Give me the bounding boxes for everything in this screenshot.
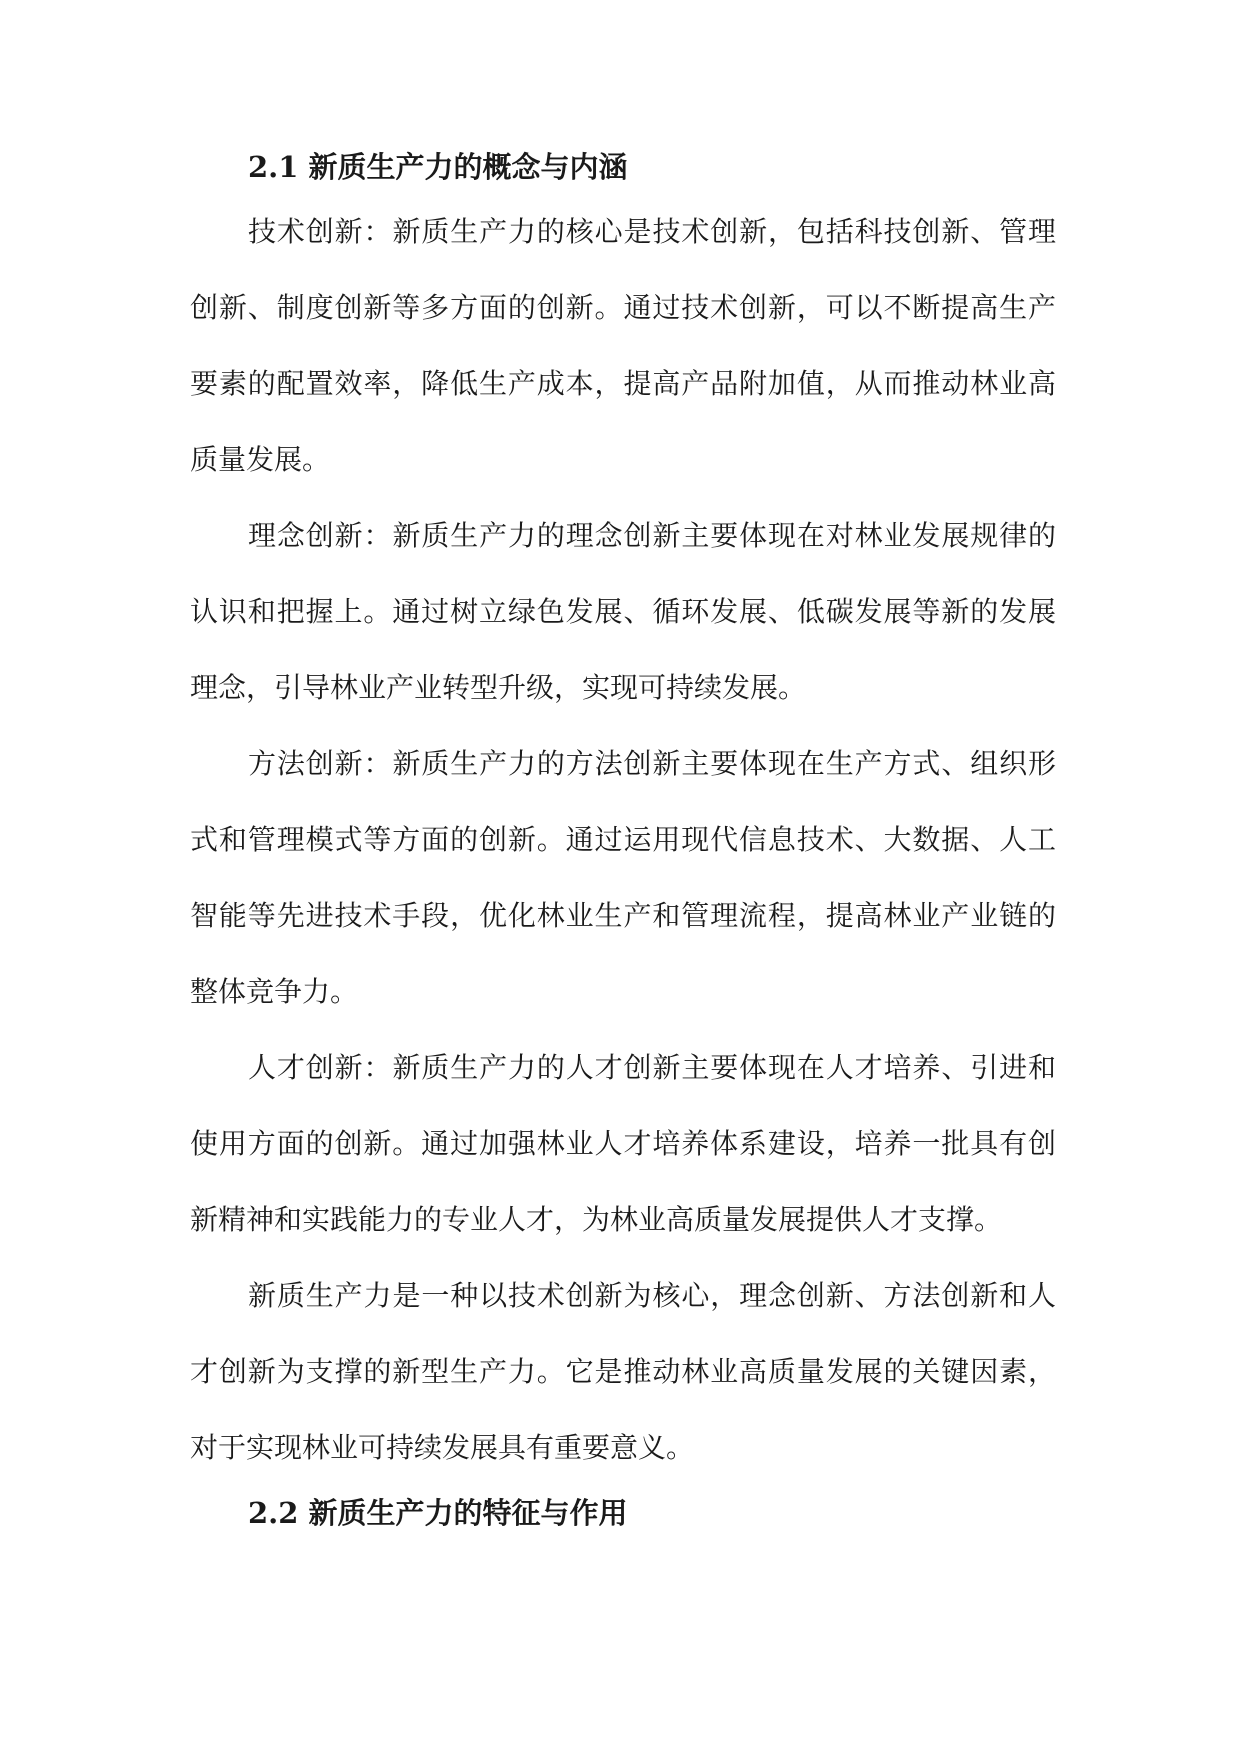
section-heading-2-2: 2.2 新质生产力的特征与作用 xyxy=(248,1496,628,1530)
section-heading-2-1: 2.1 新质生产力的概念与内涵 xyxy=(248,150,628,184)
paragraph-method-innovation: 方法创新：新质生产力的方法创新主要体现在生产方式、组织形式和管理模式等方面的创新。通过运用现代信息技术、大数据、人工智能等先进技术手段，优化林业生产和管理流程，提高林业产业链的整体竞争力。 xyxy=(190,747,1056,1008)
paragraph-technology-innovation: 技术创新：新质生产力的核心是技术创新，包括科技创新、管理创新、制度创新等多方面的创新。通过技术创新，可以不断提高生产要素的配置效率，降低生产成本，提高产品附加值，从而推动林业高质量发展。 xyxy=(190,215,1056,476)
paragraph-summary: 新质生产力是一种以技术创新为核心，理念创新、方法创新和人才创新为支撑的新型生产力。它是推动林业高质量发展的关键因素，对于实现林业可持续发展具有重要意义。 xyxy=(190,1279,1056,1464)
paragraph-talent-innovation: 人才创新：新质生产力的人才创新主要体现在人才培养、引进和使用方面的创新。通过加强林业人才培养体系建设，培养一批具有创新精神和实践能力的专业人才，为林业高质量发展提供人才支撑。 xyxy=(190,1051,1056,1236)
document-body xyxy=(190,140,1056,1540)
paragraph-concept-innovation: 理念创新：新质生产力的理念创新主要体现在对林业发展规律的认识和把握上。通过树立绿色发展、循环发展、低碳发展等新的发展理念，引导林业产业转型升级，实现可持续发展。 xyxy=(190,519,1056,704)
